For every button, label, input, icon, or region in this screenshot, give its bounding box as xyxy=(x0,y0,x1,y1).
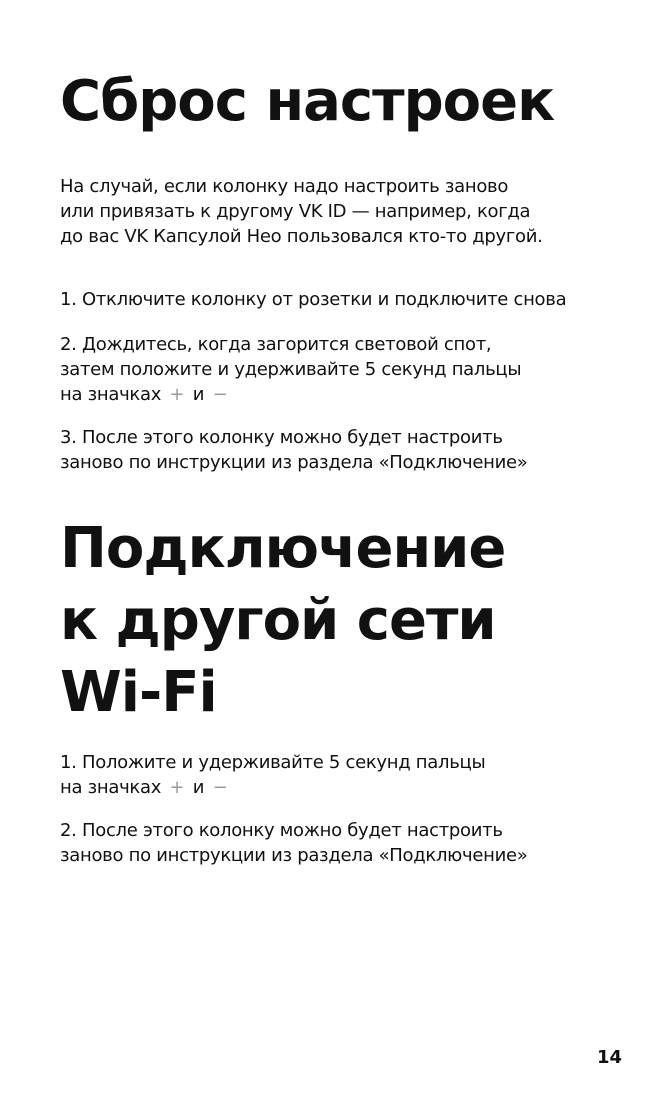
wifi-step-1-text: 1. Положите и удерживайте 5 секунд пальцы на значках xyxy=(60,752,486,798)
reset-step-1: 1. Отключите колонку от розетки и подключите снова xyxy=(60,289,567,310)
wifi-step-1 xyxy=(60,750,485,800)
reset-step-3: 3. После этого колонку можно будет настроить заново по инструкции из раздела «Подключение» xyxy=(60,427,528,473)
plus-icon: + xyxy=(169,384,185,405)
plus-icon: + xyxy=(169,777,185,798)
reset-section-title: Сброс настроек xyxy=(60,69,555,134)
minus-icon: − xyxy=(212,384,228,405)
reset-step-2 xyxy=(60,332,521,407)
wifi-step-1-and: и xyxy=(192,777,205,798)
reset-step-2-and: и xyxy=(192,384,205,405)
reset-intro-paragraph: На случай, если колонку надо настроить заново или привязать к другому VK ID — например, когда до вас VK Капсулой Нео пользовался кто-то другой. xyxy=(60,176,543,247)
reset-step-2-text: 2. Дождитесь, когда загорится световой спот, затем положите и удерживайте 5 секунд пальцы на значках xyxy=(60,334,522,405)
page-number: 14 xyxy=(596,1047,622,1068)
wifi-section-title: Подключение к другой сети Wi-Fi xyxy=(60,516,506,725)
wifi-step-2: 2. После этого колонку можно будет настроить заново по инструкции из раздела «Подключение» xyxy=(60,820,528,866)
minus-icon: − xyxy=(212,777,228,798)
